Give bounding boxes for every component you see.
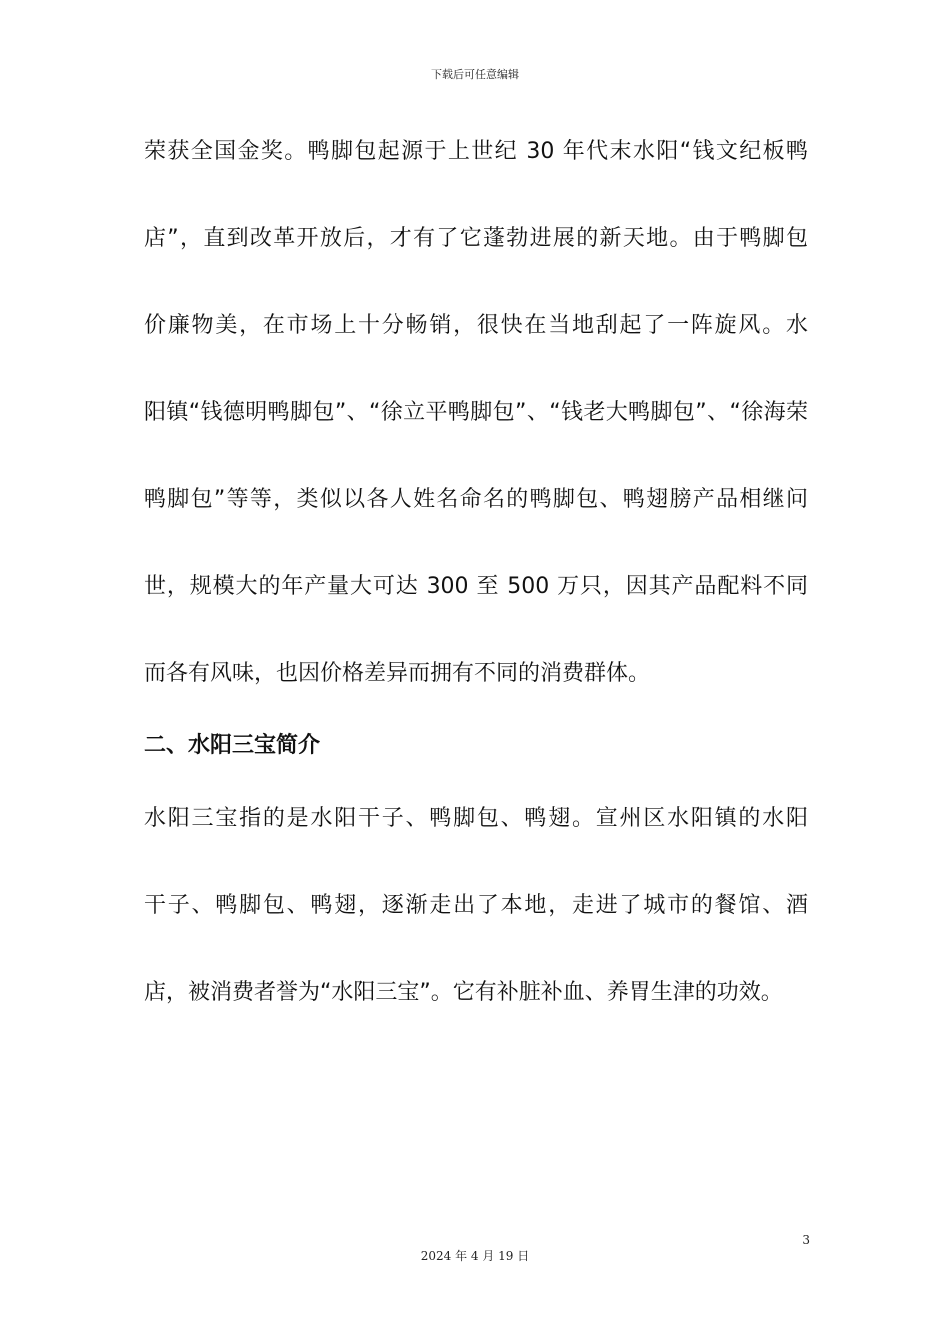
footer-date: 2024 年 4 月 19 日 [420, 1249, 530, 1263]
paragraph-line: 店，被消费者誉为“水阳三宝”。它有补脏补血、养胃生津的功效。 [144, 980, 783, 1005]
paragraph-line: 鸭脚包”等等，类似以各人姓名命名的鸭脚包、鸭翅膀产品相继问 [144, 487, 808, 512]
page-number: 3 [802, 1233, 810, 1247]
paragraph-line: 价廉物美，在市场上十分畅销，很快在当地刮起了一阵旋风。水 [144, 313, 808, 338]
paragraph-line: 干子、鸭脚包、鸭翅，逐渐走出了本地，走进了城市的餐馆、酒 [144, 893, 808, 918]
paragraph-line: 世，规模大的年产量大可达 300 至 500 万只，因其产品配料不同 [144, 574, 808, 599]
paragraph-line: 荣获全国金奖。鸭脚包起源于上世纪 30 年代末水阳“钱文纪板鸭 [144, 139, 808, 164]
paragraph-line: 而各有风味，也因价格差异而拥有不同的消费群体。 [144, 661, 651, 686]
paragraph-line: 阳镇“钱德明鸭脚包”、“徐立平鸭脚包”、“钱老大鸭脚包”、“徐海荣 [144, 400, 808, 425]
section-heading: 二、水阳三宝简介 [144, 733, 321, 758]
paragraph-line: 店”，直到改革开放后，才有了它蓬勃进展的新天地。由于鸭脚包 [144, 226, 808, 251]
paragraph-line: 水阳三宝指的是水阳干子、鸭脚包、鸭翅。宣州区水阳镇的水阳 [144, 806, 808, 831]
header-note: 下载后可任意编辑 [431, 68, 519, 81]
